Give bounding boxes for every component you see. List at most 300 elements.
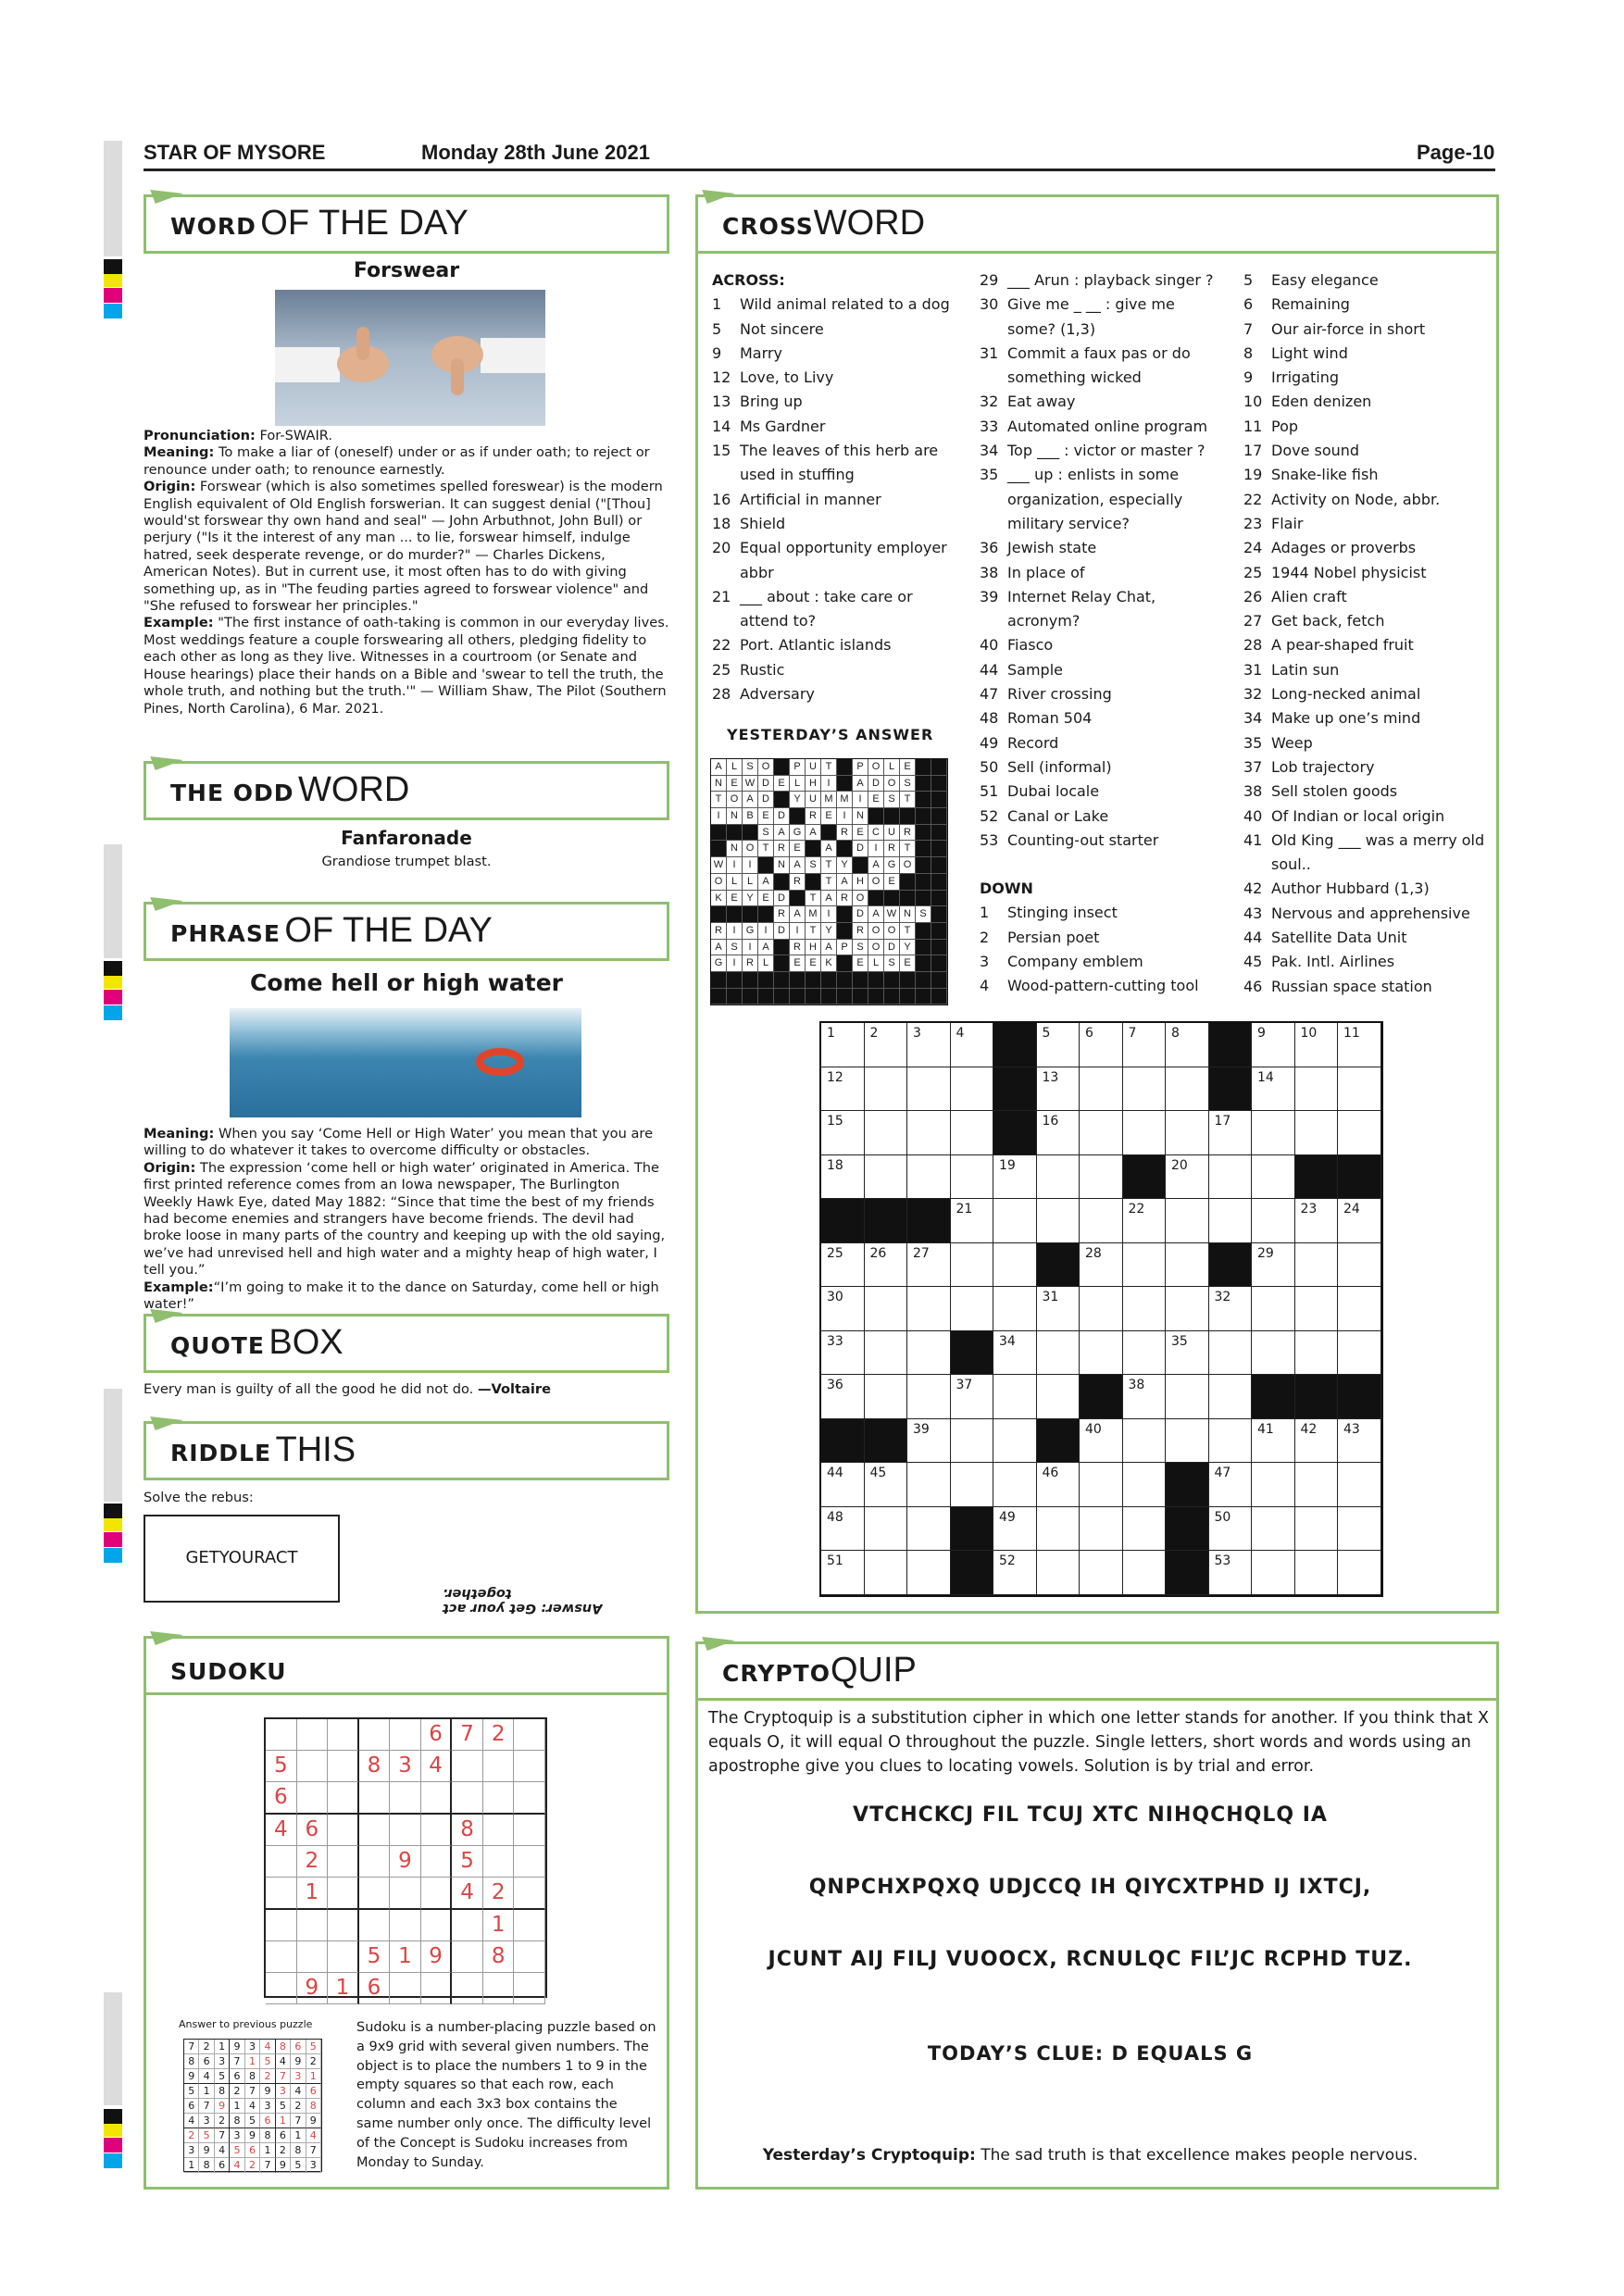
cell-number: 17 — [1214, 1114, 1231, 1129]
clue-number: 20 — [712, 539, 731, 557]
sudoku-cell[interactable]: 3 — [390, 1751, 421, 1782]
origin-label: Origin: — [144, 1159, 196, 1176]
answer-letter: N — [727, 808, 743, 825]
across-clue — [712, 682, 951, 706]
answer-letter: O — [884, 776, 900, 792]
crossword-cell[interactable] — [993, 1507, 1037, 1552]
sudoku-cell[interactable] — [421, 1815, 453, 1846]
crossword-cell[interactable] — [1080, 1199, 1123, 1243]
crossword-cell[interactable] — [951, 1067, 994, 1112]
down-clue — [1243, 755, 1489, 780]
crossword-cell[interactable] — [1080, 1023, 1123, 1067]
sudoku-grid[interactable] — [264, 1717, 547, 1998]
crossword-cell[interactable] — [1338, 1551, 1381, 1595]
answer-letter: D — [758, 792, 774, 808]
sudoku-cell[interactable] — [421, 1973, 453, 2004]
answer-letter: S — [853, 940, 868, 956]
sudoku-cell[interactable] — [297, 1719, 329, 1751]
crossword-cell[interactable] — [865, 1023, 908, 1067]
crossword-cell[interactable] — [1123, 1067, 1167, 1112]
crossword-cell[interactable] — [1080, 1507, 1123, 1552]
crossword-cell[interactable] — [1252, 1111, 1295, 1155]
sudoku-cell[interactable] — [452, 1782, 483, 1815]
crossword-cell[interactable] — [1295, 1507, 1339, 1552]
sudoku-cell[interactable] — [359, 1846, 391, 1878]
crossword-cell[interactable] — [1338, 1331, 1381, 1376]
sudoku-cell[interactable]: 9 — [297, 1973, 329, 2004]
answer-letter: I — [727, 857, 743, 874]
crossword-cell[interactable] — [1037, 1023, 1081, 1067]
sudoku-cell[interactable] — [390, 1815, 421, 1846]
sudoku-cell[interactable]: 7 — [452, 1719, 483, 1751]
sudoku-cell[interactable] — [514, 1782, 545, 1815]
crossword-cell[interactable] — [1209, 1507, 1253, 1552]
crossword-cell[interactable] — [907, 1243, 951, 1288]
sudoku-cell[interactable] — [452, 1941, 483, 1973]
crossword-cell[interactable] — [1166, 1199, 1209, 1243]
sudoku-cell[interactable]: 6 — [421, 1719, 453, 1751]
sudoku-cell[interactable] — [514, 1751, 545, 1782]
crossword-cell[interactable] — [951, 1243, 994, 1288]
crossword-cell[interactable] — [821, 1551, 865, 1595]
sudoku-cell[interactable] — [266, 1973, 297, 2004]
crossword-cell[interactable] — [1252, 1067, 1295, 1112]
crossword-cell[interactable] — [1080, 1155, 1123, 1200]
crossword-cell[interactable] — [1209, 1331, 1253, 1376]
crossword-cell[interactable] — [865, 1067, 908, 1112]
sudoku-cell[interactable] — [483, 1815, 515, 1846]
crossword-cell[interactable] — [1252, 1507, 1295, 1552]
crossword-cell[interactable] — [821, 1023, 865, 1067]
answer-black-square — [931, 759, 947, 776]
sudoku-cell[interactable]: 5 — [359, 1941, 391, 1973]
sudoku-cell[interactable] — [421, 1782, 453, 1815]
cell-number: 21 — [956, 1202, 973, 1217]
sudoku-cell[interactable] — [421, 1846, 453, 1878]
sudoku-cell[interactable]: 4 — [452, 1878, 483, 1910]
crossword-cell[interactable] — [907, 1419, 951, 1464]
crossword-cell[interactable] — [1209, 1155, 1253, 1200]
sudoku-cell[interactable] — [328, 1782, 359, 1815]
sudoku-cell[interactable]: 8 — [359, 1751, 391, 1782]
sudoku-answer-cell: 7 — [276, 2069, 291, 2084]
crossword-cell[interactable] — [1166, 1287, 1209, 1331]
clue-text: Light wind — [1271, 343, 1348, 362]
crossword-cell[interactable] — [1295, 1419, 1339, 1464]
sudoku-cell[interactable] — [266, 1878, 297, 1910]
answer-black-square — [774, 989, 790, 1005]
crossword-cell[interactable] — [1123, 1199, 1167, 1243]
crossword-cell[interactable] — [1123, 1111, 1167, 1155]
sudoku-cell[interactable] — [514, 1973, 545, 2004]
sudoku-cell[interactable]: 8 — [452, 1815, 483, 1846]
sudoku-answer-cell: 8 — [306, 2099, 321, 2114]
crossword-cell[interactable] — [1209, 1551, 1253, 1595]
crossword-cell[interactable] — [821, 1375, 865, 1419]
crossword-cell[interactable] — [821, 1111, 865, 1155]
cell-number: 19 — [999, 1157, 1016, 1173]
sudoku-cell[interactable]: 8 — [483, 1941, 515, 1973]
crossword-cell[interactable] — [1037, 1199, 1081, 1243]
crossword-cell[interactable] — [1295, 1243, 1339, 1288]
sudoku-cell[interactable] — [390, 1782, 421, 1815]
crossword-cell[interactable] — [821, 1287, 865, 1331]
sudoku-cell[interactable] — [359, 1878, 391, 1910]
crossword-cell[interactable] — [1123, 1331, 1167, 1376]
answer-letter: S — [884, 955, 900, 972]
crossword-cell[interactable] — [1037, 1375, 1081, 1419]
crossword-cell[interactable] — [951, 1155, 994, 1200]
crossword-cell[interactable] — [1037, 1331, 1081, 1376]
sudoku-cell[interactable]: 6 — [297, 1815, 329, 1846]
sudoku-cell[interactable] — [452, 1910, 483, 1941]
crossword-cell[interactable] — [993, 1199, 1037, 1243]
answer-letter: E — [806, 955, 821, 972]
across-clue — [980, 755, 1220, 780]
across-clues-col2 — [980, 268, 1220, 999]
crossword-cell[interactable] — [1252, 1243, 1295, 1288]
crossword-cell[interactable] — [1080, 1287, 1123, 1331]
across-clue — [712, 536, 951, 585]
sudoku-cell[interactable] — [452, 1973, 483, 2004]
crossword-cell[interactable] — [1338, 1419, 1381, 1464]
crossword-cell[interactable] — [1166, 1243, 1209, 1288]
sudoku-cell[interactable] — [514, 1878, 545, 1910]
crossword-cell[interactable] — [1209, 1375, 1253, 1419]
cell-number: 39 — [913, 1421, 930, 1437]
crossword-cell[interactable] — [1123, 1419, 1167, 1464]
crossword-black-square — [1166, 1507, 1209, 1552]
crossword-cell[interactable] — [907, 1375, 951, 1419]
down-clue — [1243, 512, 1489, 536]
sudoku-cell[interactable] — [328, 1751, 359, 1782]
sudoku-cell[interactable] — [297, 1782, 329, 1815]
crossword-cell[interactable] — [907, 1111, 951, 1155]
answer-letter: G — [711, 955, 727, 972]
answer-letter: A — [711, 940, 727, 956]
cell-number: 27 — [913, 1245, 930, 1261]
crossword-cell[interactable] — [1166, 1155, 1209, 1200]
clue-number: 12 — [712, 368, 731, 387]
sudoku-cell[interactable] — [359, 1782, 391, 1815]
answer-letter: U — [884, 825, 900, 842]
crossword-black-square — [1295, 1375, 1339, 1419]
crossword-cell[interactable] — [1338, 1463, 1381, 1507]
corner-flag-icon — [702, 1627, 735, 1651]
answer-black-square — [900, 972, 916, 989]
crossword-cell[interactable] — [821, 1331, 865, 1376]
crossword-cell[interactable] — [1166, 1331, 1209, 1376]
crossword-cell[interactable] — [865, 1155, 908, 1200]
crossword-cell[interactable] — [821, 1243, 865, 1288]
crossword-cell[interactable] — [907, 1507, 951, 1552]
sudoku-cell[interactable] — [266, 1846, 297, 1878]
cryptoquip-clue: TODAY’S CLUE: D EQUALS G — [927, 2042, 1254, 2065]
across-clue — [980, 342, 1220, 391]
crossword-cell[interactable] — [993, 1155, 1037, 1200]
sudoku-cell[interactable] — [483, 1751, 515, 1782]
crossword-cell[interactable] — [993, 1287, 1037, 1331]
sudoku-cell[interactable]: 6 — [359, 1973, 391, 2004]
sudoku-cell[interactable] — [514, 1941, 545, 1973]
crossword-cell[interactable] — [1252, 1419, 1295, 1464]
crossword-cell[interactable] — [821, 1463, 865, 1507]
clue-number: 35 — [980, 466, 999, 484]
odd-word-header — [144, 761, 669, 820]
crossword-cell[interactable] — [1295, 1551, 1339, 1595]
crossword-cell[interactable] — [1252, 1463, 1295, 1507]
sudoku-cell[interactable] — [266, 1910, 297, 1941]
crossword-cell[interactable] — [1338, 1287, 1381, 1331]
sudoku-cell[interactable] — [328, 1910, 359, 1941]
sudoku-answer-cell: 6 — [184, 2099, 199, 2114]
crossword-cell[interactable] — [865, 1111, 908, 1155]
crossword-cell[interactable] — [1338, 1023, 1381, 1067]
sudoku-answer-cell: 5 — [276, 2099, 291, 2114]
crossword-cell[interactable] — [951, 1375, 994, 1419]
sudoku-cell[interactable] — [390, 1719, 421, 1751]
sudoku-cell[interactable] — [514, 1719, 545, 1751]
sudoku-cell[interactable] — [359, 1719, 391, 1751]
sudoku-cell[interactable]: 1 — [483, 1910, 515, 1941]
sudoku-cell[interactable]: 5 — [266, 1751, 297, 1782]
sudoku-cell[interactable] — [297, 1910, 329, 1941]
sudoku-cell[interactable] — [328, 1719, 359, 1751]
crossword-cell[interactable] — [1037, 1463, 1081, 1507]
sudoku-cell[interactable] — [328, 1846, 359, 1878]
crossword-cell[interactable] — [1252, 1199, 1295, 1243]
sudoku-cell[interactable] — [514, 1815, 545, 1846]
crossword-cell[interactable] — [1295, 1111, 1339, 1155]
cell-number: 23 — [1300, 1202, 1318, 1217]
crossword-cell[interactable] — [1338, 1067, 1381, 1112]
crossword-cell[interactable] — [1166, 1067, 1209, 1112]
answer-letter: D — [774, 923, 790, 940]
crossword-cell[interactable] — [1252, 1331, 1295, 1376]
cell-number: 12 — [827, 1069, 843, 1085]
sudoku-cell[interactable] — [328, 1815, 359, 1846]
crossword-cell[interactable] — [907, 1551, 951, 1595]
crossword-cell[interactable] — [1080, 1551, 1123, 1595]
clue-text: Eden denizen — [1271, 393, 1372, 411]
crossword-cell[interactable] — [907, 1463, 951, 1507]
crossword-cell[interactable] — [993, 1375, 1037, 1419]
crossword-cell[interactable] — [865, 1507, 908, 1552]
crossword-cell[interactable] — [1080, 1463, 1123, 1507]
crossword-cell[interactable] — [1080, 1111, 1123, 1155]
sudoku-cell[interactable] — [266, 1719, 297, 1751]
sudoku-cell[interactable] — [483, 1973, 515, 2004]
sudoku-cell[interactable] — [328, 1878, 359, 1910]
answer-letter: E — [790, 955, 806, 972]
sudoku-cell[interactable]: 5 — [452, 1846, 483, 1878]
crossword-cell[interactable] — [1209, 1287, 1253, 1331]
crossword-cell[interactable] — [907, 1287, 951, 1331]
sudoku-cell[interactable]: 2 — [483, 1878, 515, 1910]
crossword-cell[interactable] — [1209, 1199, 1253, 1243]
sudoku-cell[interactable] — [390, 1973, 421, 2004]
answer-black-square — [743, 989, 758, 1005]
crossword-cell[interactable] — [951, 1419, 994, 1464]
clue-number: 6 — [1243, 295, 1254, 314]
example-label: Example: — [144, 1279, 214, 1295]
sudoku-cell[interactable]: 6 — [266, 1782, 297, 1815]
crossword-cell[interactable] — [951, 1199, 994, 1243]
crossword-cell[interactable] — [1209, 1419, 1253, 1464]
sudoku-cell[interactable] — [514, 1910, 545, 1941]
answer-black-square — [916, 972, 931, 989]
crossword-cell[interactable] — [1037, 1551, 1081, 1595]
rebus-text: GETYOURACT — [185, 1548, 298, 1567]
crossword-cell[interactable] — [907, 1331, 951, 1376]
crossword-cell[interactable] — [1295, 1331, 1339, 1376]
crossword-cell[interactable] — [951, 1111, 994, 1155]
sudoku-cell[interactable] — [390, 1878, 421, 1910]
clue-number: 16 — [712, 490, 731, 508]
answer-letter: T — [900, 841, 916, 857]
sudoku-cell[interactable] — [483, 1846, 515, 1878]
answer-black-square — [931, 923, 947, 940]
crossword-cell[interactable] — [1166, 1375, 1209, 1419]
crossword-cell[interactable] — [1338, 1111, 1381, 1155]
crossword-cell[interactable] — [1295, 1067, 1339, 1112]
crossword-cell[interactable] — [1209, 1111, 1253, 1155]
crossword-cell[interactable] — [1338, 1243, 1381, 1288]
answer-black-square — [868, 972, 884, 989]
clue-number: 22 — [1243, 490, 1263, 508]
crossword-cell[interactable] — [865, 1375, 908, 1419]
sudoku-cell[interactable]: 2 — [483, 1719, 515, 1751]
clue-number: 14 — [712, 417, 731, 435]
crossword-cell[interactable] — [1166, 1023, 1209, 1067]
crossword-cell[interactable] — [1123, 1551, 1167, 1595]
sudoku-cell[interactable]: 1 — [328, 1973, 359, 2004]
crossword-cell[interactable] — [993, 1331, 1037, 1376]
crossword-cell[interactable] — [951, 1287, 994, 1331]
crossword-cell[interactable] — [1037, 1067, 1081, 1112]
answer-letter: S — [884, 792, 900, 808]
sudoku-cell[interactable] — [452, 1751, 483, 1782]
crossword-cell[interactable] — [1037, 1111, 1081, 1155]
crossword-cell[interactable] — [865, 1463, 908, 1507]
answer-letter: A — [790, 906, 806, 923]
sudoku-cell[interactable] — [359, 1815, 391, 1846]
sudoku-cell[interactable]: 9 — [421, 1941, 453, 1973]
answer-letter: T — [711, 792, 727, 808]
crossword-cell[interactable] — [1252, 1551, 1295, 1595]
crossword-cell[interactable] — [1080, 1419, 1123, 1464]
crossword-cell[interactable] — [821, 1155, 865, 1200]
crossword-cell[interactable] — [1295, 1023, 1339, 1067]
down-clue — [1243, 829, 1489, 878]
crossword-cell[interactable] — [1123, 1023, 1167, 1067]
crossword-cell[interactable] — [1338, 1507, 1381, 1552]
crossword-cell[interactable] — [865, 1331, 908, 1376]
word-of-day-header — [144, 194, 669, 254]
crossword-cell[interactable] — [1252, 1023, 1295, 1067]
answer-letter: I — [711, 808, 727, 825]
crossword-cell[interactable] — [1123, 1507, 1167, 1552]
crossword-cell[interactable] — [1080, 1243, 1123, 1288]
crossword-cell[interactable] — [865, 1243, 908, 1288]
answer-letter: Y — [900, 940, 916, 956]
section-title-small: WORD — [170, 213, 256, 240]
crossword-cell[interactable] — [1080, 1067, 1123, 1112]
crossword-header — [695, 194, 1499, 254]
crossword-cell[interactable] — [951, 1463, 994, 1507]
crossword-cell[interactable] — [1123, 1463, 1167, 1507]
crossword-cell[interactable] — [993, 1463, 1037, 1507]
crossword-cell[interactable] — [993, 1551, 1037, 1595]
sudoku-cell[interactable] — [359, 1910, 391, 1941]
clue-text: Lob trajectory — [1271, 757, 1375, 776]
crossword-cell[interactable] — [865, 1287, 908, 1331]
answer-letter: R — [853, 923, 868, 940]
crossword-grid[interactable] — [819, 1021, 1383, 1597]
crossword-cell[interactable] — [993, 1419, 1037, 1464]
crossword-cell[interactable] — [821, 1067, 865, 1112]
example-text: "The first instance of oath-taking is common in our everyday lives. Most weddings feature a couple forswearing all others, pledging fidelity to each other as long as they live. Witnesses in a courtroom (or Senate and House hearings) place their hands on a Bible and 'swear to tell the truth, the whole truth, and nothing but the truth.'" — William Shaw, The Pilot (Southern Pines, North Carolina), 6 Mar. 2021. — [144, 615, 669, 717]
crossword-cell[interactable] — [865, 1551, 908, 1595]
sudoku-cell[interactable] — [483, 1782, 515, 1815]
clue-number: 52 — [980, 806, 999, 825]
crossword-cell[interactable] — [1037, 1287, 1081, 1331]
crossword-cell[interactable] — [1123, 1243, 1167, 1288]
sudoku-cell[interactable] — [297, 1941, 329, 1973]
crossword-cell[interactable] — [951, 1023, 994, 1067]
sudoku-cell[interactable]: 1 — [390, 1941, 421, 1973]
sudoku-cell[interactable]: 4 — [421, 1751, 453, 1782]
crossword-cell[interactable] — [993, 1243, 1037, 1288]
answer-letter: I — [868, 841, 884, 857]
answer-letter: G — [790, 825, 806, 842]
crossword-cell[interactable] — [907, 1155, 951, 1200]
sudoku-cell[interactable] — [514, 1846, 545, 1878]
crossword-cell[interactable] — [1123, 1375, 1167, 1419]
sudoku-cell[interactable]: 1 — [297, 1878, 329, 1910]
sudoku-cell[interactable]: 4 — [266, 1815, 297, 1846]
crossword-cell[interactable] — [1295, 1287, 1339, 1331]
crossword-cell[interactable] — [1209, 1463, 1253, 1507]
crossword-cell[interactable] — [821, 1507, 865, 1552]
sudoku-cell[interactable] — [297, 1751, 329, 1782]
sudoku-cell[interactable] — [328, 1941, 359, 1973]
sudoku-cell[interactable] — [390, 1910, 421, 1941]
crossword-cell[interactable] — [907, 1067, 951, 1112]
crossword-cell[interactable] — [1295, 1199, 1339, 1243]
answer-black-square — [774, 940, 790, 956]
crossword-cell[interactable] — [1037, 1507, 1081, 1552]
sudoku-answer-cell: 1 — [184, 2158, 199, 2173]
sudoku-cell[interactable] — [421, 1878, 453, 1910]
crossword-cell[interactable] — [1080, 1331, 1123, 1376]
crossword-cell[interactable] — [1252, 1155, 1295, 1200]
crossword-cell[interactable] — [907, 1023, 951, 1067]
sudoku-cell[interactable] — [266, 1941, 297, 1973]
cell-number: 5 — [1042, 1026, 1051, 1041]
crossword-cell[interactable] — [1037, 1155, 1081, 1200]
crossword-cell[interactable] — [1338, 1199, 1381, 1243]
sudoku-cell[interactable] — [421, 1910, 453, 1941]
sudoku-answer-cell: 4 — [199, 2069, 214, 2084]
crossword-cell[interactable] — [1166, 1111, 1209, 1155]
crossword-cell[interactable] — [1166, 1419, 1209, 1464]
crossword-cell[interactable] — [1123, 1287, 1167, 1331]
sudoku-cell[interactable]: 2 — [297, 1846, 329, 1878]
crossword-cell[interactable] — [1252, 1287, 1295, 1331]
sudoku-cell[interactable]: 9 — [390, 1846, 421, 1878]
crossword-cell[interactable] — [1295, 1463, 1339, 1507]
